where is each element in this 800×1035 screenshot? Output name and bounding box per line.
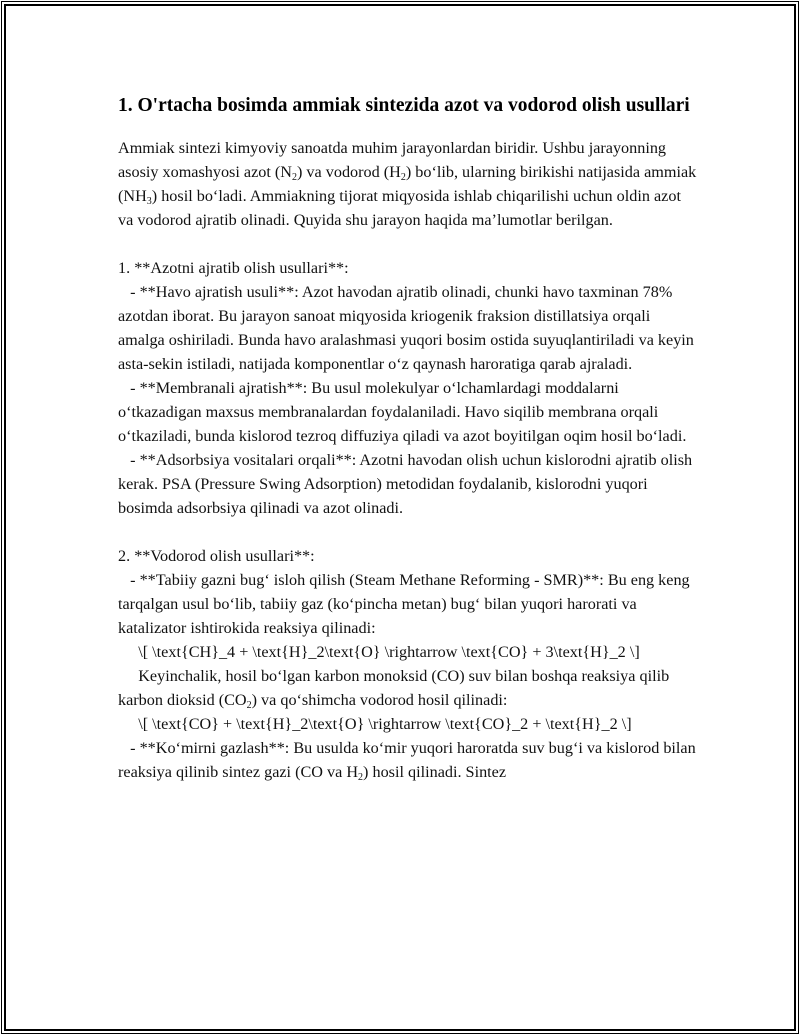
equation-2: \[ \text{CO} + \text{H}_2\text{O} \rightarrow \text{CO}_2 + \text{H}_2 \] bbox=[118, 715, 632, 733]
intro-text-1: Ammiak sintezi kimyoviy sanoatda muhim jarayonlardan biridir. Ushbu jarayonning asosiy xomashyosi azot (N bbox=[118, 139, 671, 181]
spacer bbox=[118, 232, 698, 256]
spacer bbox=[118, 520, 698, 544]
subscript: 2 bbox=[358, 772, 364, 783]
subscript: 3 bbox=[146, 196, 152, 207]
document-title: 1. O'rtacha bosimda ammiak sintezida azot va vodorod olish usullari bbox=[118, 95, 690, 116]
section1-item-adsorption: - **Adsorbsiya vositalari orqali**: Azotni havodan olish uchun kislorodni ajratib olish kerak. PSA (Pressure Swing Adsorption) metodidan foydalanib, kislorodni yuqori bosimda adsorbsiya qilinadi va azot olinadi. bbox=[118, 451, 697, 517]
continuation-text-2: ) va qo‘shimcha vodorod hosil qilinadi: bbox=[251, 691, 508, 709]
document-body bbox=[118, 92, 701, 784]
section2-item-smr: - **Tabiiy gazni bug‘ isloh qilish (Steam Methane Reforming - SMR)**: Bu eng keng tarqalgan usul bo‘lib, tabiiy gaz (ko‘pincha metan) bug‘ bilan yuqori harorati va katalizator ishtirokida reaksiya qilinadi: bbox=[118, 571, 694, 637]
coal-text-2: ) hosil qilinadi. Sintez bbox=[363, 763, 507, 781]
section2-continuation bbox=[118, 664, 698, 712]
subscript: 2 bbox=[292, 172, 297, 183]
intro-text-2: ) va vodorod (H bbox=[297, 163, 401, 181]
section1-item-air-separation: - **Havo ajratish usuli**: Azot havodan ajratib olinadi, chunki havo taxminan 78% azotdan iborat. Bu jarayon sanoat miqyosida kriogenik fraksion distillatsiya orqali amalga oshiriladi. Bunda havo aralashmasi yuqori bosim ostida suyuqlantiriladi va keyin asta-sekin istiladi, natijada komponentlar o‘z qaynash haroratiga qarab ajraladi. bbox=[118, 283, 698, 373]
continuation-text-1: Keyinchalik, hosil bo‘lgan karbon monoksid (CO) suv bilan boshqa reaksiya qilib karbon dioksid (CO bbox=[118, 667, 674, 709]
section2-item-coal-gasification bbox=[118, 736, 698, 784]
section1-item-membrane: - **Membranali ajratish**: Bu usul molekulyar o‘lchamlardagi moddalarni o‘tkazadigan maxsus membranalardan foydalaniladi. Havo siqilib membrana orqali o‘tkaziladi, bunda kislorod tezroq diffuziya qiladi va azot boyitilgan oqim hosil bo‘ladi. bbox=[118, 379, 687, 445]
intro-text-3: ) bo‘lib, ularning birikishi natijasida ammiak (NH bbox=[118, 163, 701, 205]
equation-1: \[ \text{CH}_4 + \text{H}_2\text{O} \rightarrow \text{CO} + 3\text{H}_2 \] bbox=[118, 643, 640, 661]
intro-text-4: ) hosil bo‘ladi. Ammiakning tijorat miqyosida ishlab chiqarilishi uchun oldin azot va vodorod ajratib olinadi. Quyida shu jarayon haqida ma’lumotlar berilgan. bbox=[118, 187, 685, 229]
section1-heading: 1. **Azotni ajratib olish usullari**: bbox=[118, 259, 349, 277]
coal-text-1: - **Ko‘mirni gazlash**: Bu usulda ko‘mir yuqori haroratda suv bug‘i va kislorod bilan reaksiya qilinib sintez gazi (CO va H bbox=[118, 739, 700, 781]
section2-heading: 2. **Vodorod olish usullari**: bbox=[118, 547, 315, 565]
subscript: 2 bbox=[246, 700, 252, 711]
intro-paragraph bbox=[118, 136, 701, 232]
subscript: 2 bbox=[400, 172, 406, 183]
